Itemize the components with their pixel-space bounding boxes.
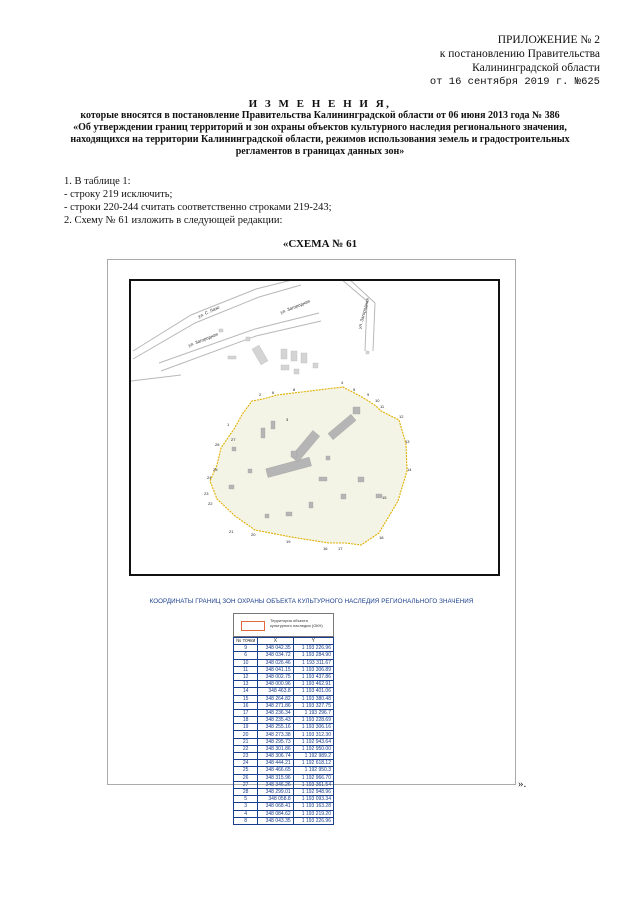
x-coordinate-cell: 348 346.26 <box>258 781 293 788</box>
street-label-zagorodnaya-2: ул. Загородная <box>187 331 219 348</box>
table-row <box>234 724 334 731</box>
coordinates-title: КООРДИНАТЫ ГРАНИЦ ЗОН ОХРАНЫ ОБЪЕКТА КУЛЬТУРНОГО НАСЛЕДИЯ РЕГИОНАЛЬНОГО ЗНАЧЕНИЯ <box>149 598 474 605</box>
point-number-cell: 27 <box>234 781 258 788</box>
point-number-cell: 12 <box>234 673 258 680</box>
y-coordinate-cell: 1 193 401.06 <box>293 688 333 695</box>
y-coordinate-cell: 1 193 327.75 <box>293 702 333 709</box>
street-label-zagorodnaya-3: ул. Загородная <box>357 297 371 330</box>
point-number-cell: 6 <box>234 652 258 659</box>
point-number-cell: 22 <box>234 745 258 752</box>
y-coordinate-cell: 1 193 228.69 <box>293 717 333 724</box>
point-number-cell: 19 <box>234 724 258 731</box>
title-line-3: находящихся на территории Калининградской области, режимов использования земель и градостроительных <box>70 134 570 145</box>
appendix-region-line: Калининградской области <box>472 62 600 74</box>
point-number-cell: 16 <box>234 702 258 709</box>
point-label-24: 24 <box>207 475 212 480</box>
point-number-cell: 28 <box>234 788 258 795</box>
x-coordinate-cell: 348 000.96 <box>258 681 293 688</box>
point-label-9: 9 <box>367 392 370 397</box>
header-x: X <box>258 638 293 645</box>
x-coordinate-cell: 348 041.15 <box>258 666 293 673</box>
x-coordinate-cell: 348 466.65 <box>258 767 293 774</box>
point-number-cell: 5 <box>234 796 258 803</box>
point-label-18: 18 <box>379 535 384 540</box>
table-row <box>234 695 334 702</box>
table-row <box>234 760 334 767</box>
point-number-cell: 4 <box>234 810 258 817</box>
point-label-25: 25 <box>213 467 218 472</box>
point-label-6: 6 <box>272 390 275 395</box>
point-label-19: 19 <box>286 539 291 544</box>
document-title <box>30 98 610 158</box>
point-label-27: 27 <box>231 437 236 442</box>
table-row <box>234 645 334 652</box>
y-coordinate-cell: 1 192 618.12 <box>293 760 333 767</box>
point-number-cell: 10 <box>234 659 258 666</box>
table-row <box>234 652 334 659</box>
y-coordinate-cell: 1 193 361.54 <box>293 781 333 788</box>
coordinates-table-body <box>234 645 334 825</box>
item-4: 2. Схему № 61 изложить в следующей редакции: <box>64 215 283 226</box>
point-label-17: 17 <box>338 546 343 551</box>
point-label-10: 10 <box>375 398 380 403</box>
point-number-cell: 17 <box>234 709 258 716</box>
y-coordinate-cell: 1 192 950.00 <box>293 745 333 752</box>
point-label-13: 13 <box>405 439 410 444</box>
y-coordinate-cell: 1 193 311.67 <box>293 659 333 666</box>
y-coordinate-cell: 1 193 284.90 <box>293 652 333 659</box>
table-row <box>234 745 334 752</box>
x-coordinate-cell: 348 236.34 <box>258 709 293 716</box>
table-row <box>234 673 334 680</box>
point-label-1: 1 <box>227 422 230 427</box>
point-label-8: 8 <box>293 387 296 392</box>
x-coordinate-cell: 348 299.01 <box>258 788 293 795</box>
point-number-cell: 15 <box>234 695 258 702</box>
table-row <box>234 753 334 760</box>
point-label-12: 12 <box>399 414 404 419</box>
x-coordinate-cell: 348 235.43 <box>258 717 293 724</box>
x-coordinate-cell: 348 444.21 <box>258 760 293 767</box>
x-coordinate-cell: 348 271.86 <box>258 702 293 709</box>
y-coordinate-cell: 1 192 948.96 <box>293 788 333 795</box>
point-label-3: 3 <box>286 417 289 422</box>
point-number-cell: 14 <box>234 688 258 695</box>
map-svg <box>131 281 498 574</box>
table-row <box>234 796 334 803</box>
table-row <box>234 774 334 781</box>
y-coordinate-cell: 1 193 306.89 <box>293 666 333 673</box>
x-coordinate-cell: 348 273.38 <box>258 731 293 738</box>
y-coordinate-cell: 1 193 380.48 <box>293 695 333 702</box>
y-coordinate-cell: 1 192 943.64 <box>293 738 333 745</box>
point-number-cell: 18 <box>234 717 258 724</box>
y-coordinate-cell: 1 192 950.3 <box>293 767 333 774</box>
item-3: - строки 220-244 считать соответственно строками 219-243; <box>64 202 332 213</box>
table-row <box>234 817 334 824</box>
x-coordinate-cell: 348 034.72 <box>258 652 293 659</box>
title-line-4: регламентов в границах данных зон» <box>235 146 405 157</box>
legend-swatch <box>241 621 265 631</box>
point-number-cell: 11 <box>234 666 258 673</box>
appendix-ref-line: к постановлению Правительства <box>439 48 600 60</box>
x-coordinate-cell: 348 463.8 <box>258 688 293 695</box>
point-number-cell: 3 <box>234 803 258 810</box>
point-label-4: 4 <box>341 380 344 385</box>
y-coordinate-cell: 1 193 163.28 <box>293 803 333 810</box>
legend <box>233 613 334 637</box>
x-coordinate-cell: 348 026.46 <box>258 659 293 666</box>
x-coordinate-cell: 348 295.73 <box>258 738 293 745</box>
schema-title: «СХЕМА № 61 <box>282 238 358 250</box>
table-row <box>234 767 334 774</box>
point-number-cell: 8 <box>234 817 258 824</box>
table-row <box>234 688 334 695</box>
table-row <box>234 702 334 709</box>
table-row <box>234 788 334 795</box>
title-line-1: которые вносятся в постановление Правительства Калининградской области от 06 июня 2013 года № 386 <box>80 110 560 121</box>
y-coordinate-cell: 1 192 989.2 <box>293 753 333 760</box>
y-coordinate-cell: 1 193 093.34 <box>293 796 333 803</box>
table-row <box>234 803 334 810</box>
table-header-row <box>234 638 334 645</box>
x-coordinate-cell: 348 042.35 <box>258 645 293 652</box>
point-label-14: 14 <box>407 467 412 472</box>
buildings-outside <box>219 329 369 374</box>
table-row <box>234 781 334 788</box>
point-label-22: 22 <box>208 501 213 506</box>
item-2: - строку 219 исключить; <box>64 189 173 200</box>
item-1: 1. В таблице 1: <box>64 176 131 187</box>
x-coordinate-cell: 348 084.62 <box>258 810 293 817</box>
point-number-cell: 24 <box>234 760 258 767</box>
header-point: № точки <box>234 638 258 645</box>
y-coordinate-cell: 1 193 219.20 <box>293 810 333 817</box>
y-coordinate-cell: 1 193 312.30 <box>293 731 333 738</box>
street-label-zagorodnaya-1: ул. Загородная <box>279 298 311 315</box>
closing-quote: ». <box>518 778 527 790</box>
legend-label: Территория объекта культурного наследия (ОКН) <box>270 618 323 628</box>
point-number-cell: 20 <box>234 731 258 738</box>
appendix-header <box>430 33 600 89</box>
point-label-20: 20 <box>251 532 256 537</box>
amendment-items <box>64 175 332 227</box>
x-coordinate-cell: 348 255.16 <box>258 724 293 731</box>
table-row <box>234 717 334 724</box>
x-coordinate-cell: 348 306.74 <box>258 753 293 760</box>
point-label-21: 21 <box>229 529 234 534</box>
point-label-5: 5 <box>353 387 356 392</box>
x-coordinate-cell: 348 043.35 <box>258 817 293 824</box>
point-number-cell: 23 <box>234 753 258 760</box>
x-coordinate-cell: 348 002.75 <box>258 673 293 680</box>
point-number-cell: 25 <box>234 767 258 774</box>
y-coordinate-cell: 1 193 226.96 <box>293 817 333 824</box>
table-row <box>234 738 334 745</box>
appendix-date: от 16 сентября 2019 г. №625 <box>429 76 600 88</box>
x-coordinate-cell: 348 301.86 <box>258 745 293 752</box>
site-map <box>129 279 500 576</box>
table-row <box>234 810 334 817</box>
y-coordinate-cell: 1 193 306.16 <box>293 724 333 731</box>
table-row <box>234 709 334 716</box>
x-coordinate-cell: 348 058.8 <box>258 796 293 803</box>
x-coordinate-cell: 348 068.41 <box>258 803 293 810</box>
point-number-cell: 13 <box>234 681 258 688</box>
y-coordinate-cell: 1 193 437.86 <box>293 673 333 680</box>
point-label-23: 23 <box>204 491 209 496</box>
roads <box>131 281 375 381</box>
table-row <box>234 681 334 688</box>
point-number-cell: 21 <box>234 738 258 745</box>
coordinates-table <box>233 637 334 825</box>
point-label-26: 26 <box>215 442 220 447</box>
table-row <box>234 666 334 673</box>
title-heading: И З М Е Н Е Н И Я, <box>248 98 392 110</box>
x-coordinate-cell: 348 264.82 <box>258 695 293 702</box>
appendix-number: ПРИЛОЖЕНИЕ № 2 <box>497 34 600 46</box>
header-y: Y <box>293 638 333 645</box>
point-number-cell: 9 <box>234 645 258 652</box>
table-row <box>234 731 334 738</box>
point-label-11: 11 <box>380 404 385 409</box>
point-label-16: 16 <box>323 546 328 551</box>
point-number-cell: 26 <box>234 774 258 781</box>
point-label-15: 15 <box>382 495 387 500</box>
x-coordinate-cell: 348 315.96 <box>258 774 293 781</box>
title-line-2: «Об утверждении границ территорий и зон охраны объектов культурного наследия регионального значения, <box>73 122 567 133</box>
y-coordinate-cell: 1 193 226.96 <box>293 645 333 652</box>
y-coordinate-cell: 1 192 966.70 <box>293 774 333 781</box>
table-row <box>234 659 334 666</box>
y-coordinate-cell: 1 193 296.7 <box>293 709 333 716</box>
y-coordinate-cell: 1 193 462.91 <box>293 681 333 688</box>
point-label-2: 2 <box>259 392 262 397</box>
street-label-lazo: ул. С. Лазо <box>197 304 221 319</box>
